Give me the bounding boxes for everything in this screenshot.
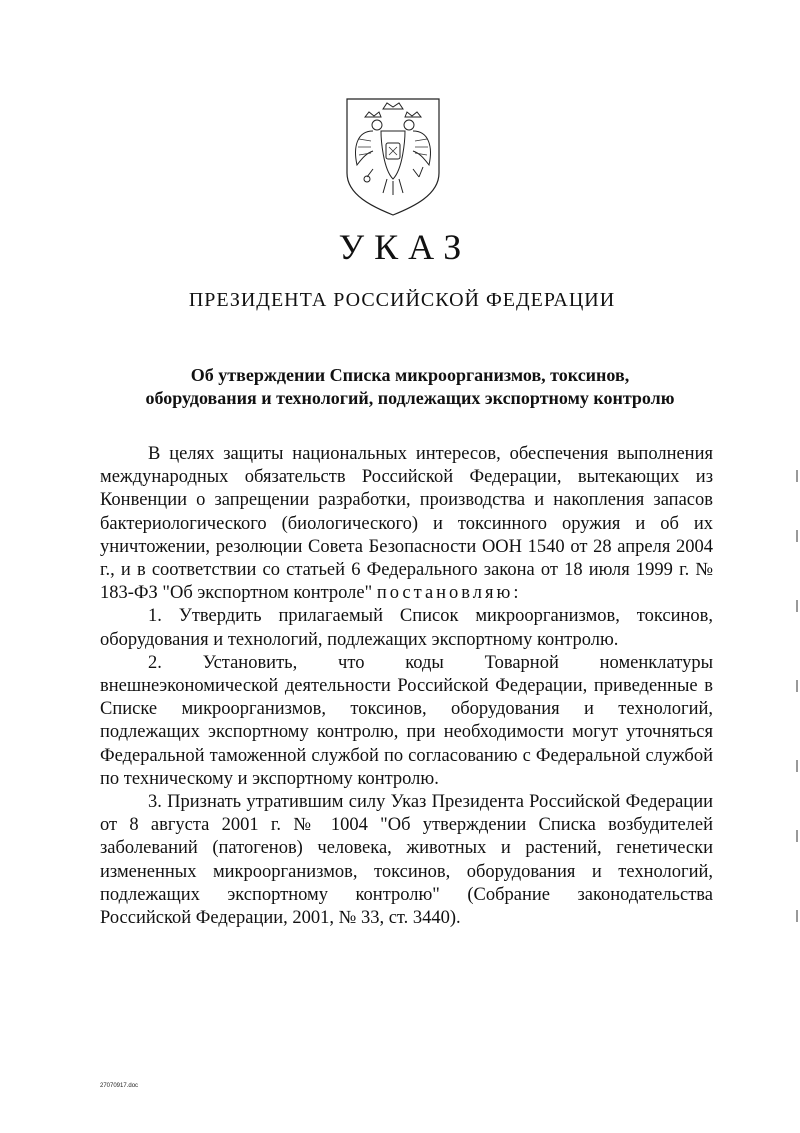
title-line-2: оборудования и технологий, подлежащих экспортному контролю [145,388,675,408]
item-1: 1. Утвердить прилагаемый Список микроорганизмов, токсинов, оборудования и технологий, подлежащих экспортному контролю. [100,606,713,650]
title-line-1: Об утверждении Списка микроорганизмов, токсинов, [190,365,630,385]
document-body [100,443,713,930]
item-2: 2. Установить, что коды Товарной номенклатуры внешнеэкономической деятельности Российской Федерации, приведенные в Списке микроорганизмов, токсинов, оборудования и технологий, подлежащих экспортному контролю, при необходимости могут уточняться Федеральной таможенной службой по согласованию с Федеральной службой по техническому и экспортному контролю. [100,652,713,789]
item-3: 3. Признать утратившим силу Указ Президента Российской Федерации от 8 августа 2001 г. № 1004 "Об утверждении Списка возбудителей заболеваний (патогенов) человека, животных и растений, генетически измененных микроорганизмов, токсинов, оборудования и технологий, подлежащих экспортному контролю" (Собрание законодательства Российской Федерации, 2001, № 33, ст. 3440). [100,792,713,929]
scan-edge-marks [794,470,800,950]
document-type: УКАЗ [338,227,472,267]
preamble-text: В целях защиты национальных интересов, обеспечения выполнения международных обязательств Российской Федерации, вытекающих из Конвенции о запрещении разработки, производства и накопления запасов бактериологического (биологического) и токсинного оружия и об их уничтожении, резолюции Совета Безопасности ООН 1540 от 28 апреля 2004 г., и в соответствии со статьей 6 Федерального закона от 18 июля 1999 г. № 183-ФЗ "Об экспортном контроле" [100,444,713,604]
decree-word: постановляю: [376,583,522,604]
coat-of-arms-icon [343,95,443,217]
file-code: 27070917.doc [100,1083,139,1089]
document-title [90,364,730,410]
issuer-heading: ПРЕЗИДЕНТА РОССИЙСКОЙ ФЕДЕРАЦИИ [188,289,616,311]
preamble-paragraph [100,443,713,605]
